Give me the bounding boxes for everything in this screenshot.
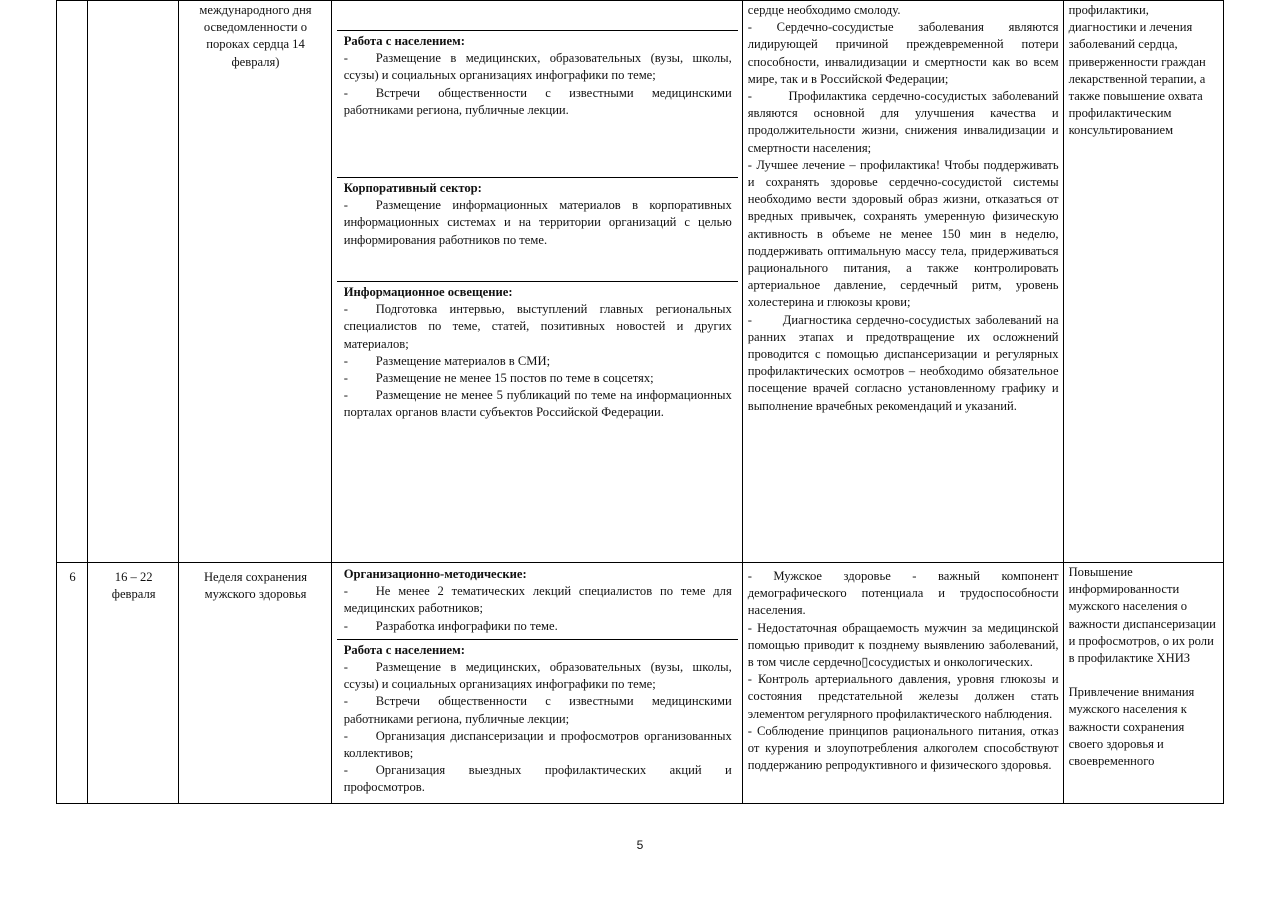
row-event-name: Неделя сохранения мужского здоровья — [179, 563, 331, 804]
activity-item-text: Встречи общественности с известными медицинскими работниками региона, публичные лекции. — [343, 85, 732, 117]
key-message: - Соблюдение принципов рационального питания, отказ от курения и злоупотребления алкоголем способствуют поддержанию репродуктивного и физического здоровья. — [747, 723, 1059, 773]
list-dash: - — [343, 198, 348, 213]
activity-section — [337, 2, 738, 30]
activity-section-heading: Работа с населением: — [343, 642, 465, 657]
activity-item — [344, 50, 732, 84]
key-messages-cell — [742, 1, 1063, 563]
key-message: - Мужское здоровье - важный компонент демографического потенциала и трудоспособности населения. — [747, 569, 1059, 618]
row-number — [57, 1, 88, 563]
table-row — [57, 1, 1224, 563]
activity-item — [344, 659, 732, 693]
activity-section-heading: Корпоративный сектор: — [343, 181, 482, 195]
key-message: - Профилактика сердечно-сосудистых заболеваний являются основной для улучшения качества и продолжительности жизни, снижения инвалидизации и смертности населения; — [747, 89, 1059, 155]
activity-item-text: Размещение в медицинских, образовательных (вузы, школы, ссузы) и социальных организациях инфографики по теме; — [343, 660, 732, 692]
activity-item — [344, 693, 732, 727]
activity-item — [344, 762, 732, 796]
activity-section-heading: Организационно-методические: — [343, 567, 527, 581]
row-number: 6 — [57, 563, 88, 804]
activity-item — [344, 583, 732, 617]
activity-section-heading: Информационное освещение: — [343, 285, 513, 299]
key-messages-cell — [742, 563, 1063, 804]
activity-item-text: Размещение не менее 5 публикаций по теме на информационных порталах органов власти субъектов Российской Федерации. — [343, 388, 732, 420]
table-row — [57, 563, 1224, 804]
list-dash: - — [343, 302, 348, 317]
activity-item — [344, 353, 732, 370]
activity-item-text: Размещение информационных материалов в корпоративных информационных системах и на территории организаций с целью информирования работников по теме. — [343, 198, 732, 247]
activity-item-text: Не менее 2 тематических лекций специалистов по теме для медицинских работников; — [343, 584, 732, 616]
activity-item — [344, 618, 732, 635]
list-dash: - — [343, 85, 348, 100]
key-message: сердце необходимо смолоду. — [747, 3, 901, 17]
list-dash: - — [343, 660, 348, 675]
key-message: - Недостаточная обращаемость мужчин за медицинской помощью приводит к позднему выявлению заболеваний, в том числе сердечно▯сосудистых и онкологических. — [747, 620, 1059, 670]
results-spacer — [1069, 667, 1219, 684]
row-date — [88, 1, 179, 563]
expected-results-cell — [1063, 1, 1223, 563]
activity-item-text: Организация диспансеризации и профосмотров организованных коллективов; — [343, 728, 732, 761]
activity-section — [337, 30, 738, 177]
activity-section — [337, 639, 738, 801]
activity-item-text: Размещение материалов в СМИ; — [375, 353, 551, 368]
key-message: - Лучшее лечение – профилактика! Чтобы поддерживать и сохранять здоровье сердечно-сосудистой системы необходимо вести здоровый образ жизни, отказаться от вредных привычек, сохранять умеренную физическую активность в объеме не менее 150 мин в неделю, поддерживать оптимальную массу тела, придерживаться рационального питания, а также контролировать артериальное давление, сердечный ритм, уровень холестерина и глюкозы крови; — [747, 157, 1059, 310]
activity-section — [337, 281, 738, 560]
activity-section-heading: Работа с населением: — [343, 34, 465, 48]
activity-item — [344, 370, 732, 387]
page-number: 5 — [636, 838, 644, 852]
activity-section — [337, 564, 738, 639]
activity-item — [344, 197, 732, 249]
activity-item-text: Разработка инфографики по теме. — [375, 618, 558, 633]
list-dash: - — [343, 728, 348, 743]
expected-result: профилактики, диагностики и лечения заболеваний сердца, приверженности граждан лекарственной терапии, а также повышение охвата профилактическим консультированием — [1068, 3, 1206, 138]
list-dash: - — [343, 694, 348, 709]
activity-item — [344, 85, 732, 119]
activity-section — [337, 177, 738, 281]
list-dash: - — [343, 618, 348, 633]
activity-item-text: Организация выездных профилактических акций и профосмотров. — [343, 763, 732, 795]
activities-cell — [331, 1, 742, 563]
list-dash: - — [343, 371, 348, 386]
list-dash: - — [343, 388, 348, 403]
row-event-name: международного дня осведомленности о пороках сердца 14 февраля) — [179, 1, 331, 563]
key-message: - Контроль артериального давления, уровня глюкозы и состояния предстательной железы должен стать элементом регулярного профилактического наблюдения. — [747, 672, 1059, 721]
activity-item-text: Размещение в медицинских, образовательных (вузы, школы, ссузы) и социальных организациях инфографики по теме; — [343, 51, 732, 83]
activity-item-text: Встречи общественности с известными медицинскими работниками региона, публичные лекции; — [343, 694, 732, 726]
row-date: 16 – 22 февраля — [88, 563, 179, 804]
expected-results-cell — [1063, 563, 1223, 804]
key-message: - Диагностика сердечно-сосудистых заболеваний на ранних этапах и предотвращение их осложнений проводится с помощью диспансеризации и регулярных профилактических осмотров – необходимо обязательное посещение врачей согласно установленному графику и выполнение врачебных рекомендаций и указаний. — [747, 312, 1059, 413]
activity-item-text: Размещение не менее 15 постов по теме в соцсетях; — [375, 371, 654, 386]
expected-result: Повышение информированности мужского населения о важности диспансеризации и профосмотров, о их роли в профилактике ХНИЗ — [1068, 565, 1216, 666]
activities-cell — [331, 563, 742, 804]
plan-table — [56, 0, 1224, 804]
activity-item — [344, 301, 732, 353]
list-dash: - — [343, 51, 348, 66]
activity-item — [344, 387, 732, 421]
list-dash: - — [343, 353, 348, 368]
activity-item — [344, 728, 732, 762]
list-dash: - — [343, 584, 348, 599]
expected-result: Привлечение внимания мужского населения к важности сохранения своего здоровья и своевременного — [1068, 685, 1195, 769]
list-dash: - — [343, 763, 348, 778]
key-message: - Сердечно-сосудистые заболевания являются лидирующей причиной преждевременной потери способности, инвалидизации и смертности как во всем мире, так и в Российской Федерации; — [747, 20, 1059, 86]
activity-item-text: Подготовка интервью, выступлений главных региональных специалистов по теме, статей, позитивных новостей и других материалов; — [343, 302, 732, 351]
